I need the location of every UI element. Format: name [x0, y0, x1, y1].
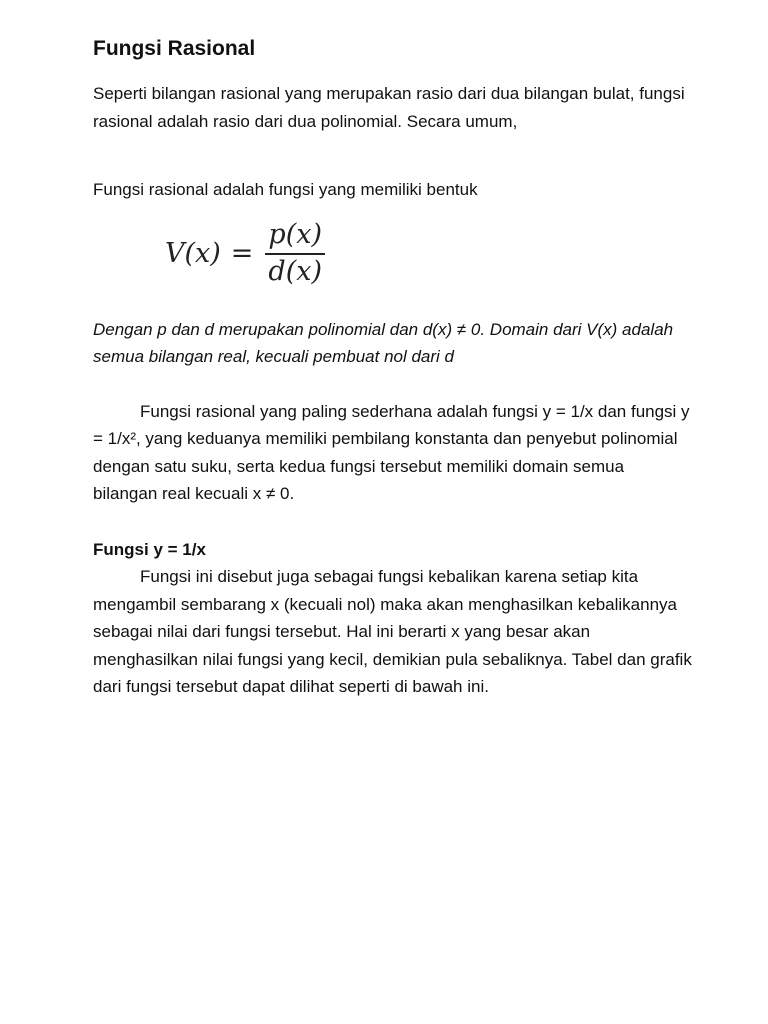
formula-numerator: p(x) — [268, 219, 322, 251]
formula-equals: = — [230, 238, 254, 269]
rational-function-formula — [165, 214, 693, 294]
formula-lhs: V(x) — [165, 238, 221, 269]
section-paragraph: Fungsi ini disebut juga sebagai fungsi kebalikan karena setiap kita mengambil sembarang x (kecuali nol) maka akan menghasilkan kebalikannya sebagai nilai dari fungsi tersebut. Hal ini berarti x yang besar akan menghasilkan nilai fungsi yang kecil, demikian pula sebaliknya. Tabel dan grafik dari fungsi tersebut dapat dilihat seperti di bawah ini. — [93, 567, 692, 696]
formula-denominator: d(x) — [268, 255, 322, 287]
simplest-functions-paragraph: Fungsi rasional yang paling sederhana adalah fungsi y = 1/x dan fungsi y = 1/x², yang keduanya memiliki pembilang konstanta dan penyebut polinomial dengan satu suku, serta kedua fungsi tersebut memiliki domain semua bilangan real kecuali x ≠ 0. — [93, 401, 690, 503]
intro-paragraph: Seperti bilangan rasional yang merupakan rasio dari dua bilangan bulat, fungsi rasional adalah rasio dari dua polinomial. Secara umum, — [93, 84, 685, 131]
page-title: Fungsi Rasional — [93, 37, 256, 60]
document-page — [93, 34, 693, 701]
formula-fraction — [265, 221, 325, 286]
condition-note: Dengan p dan d merupakan polinomial dan d(x) ≠ 0. Domain dari V(x) adalah semua bilangan real, kecuali pembuat nol dari d — [93, 319, 674, 366]
definition-lead: Fungsi rasional adalah fungsi yang memiliki bentuk — [93, 180, 478, 199]
section-heading: Fungsi y = 1/x — [93, 539, 206, 559]
